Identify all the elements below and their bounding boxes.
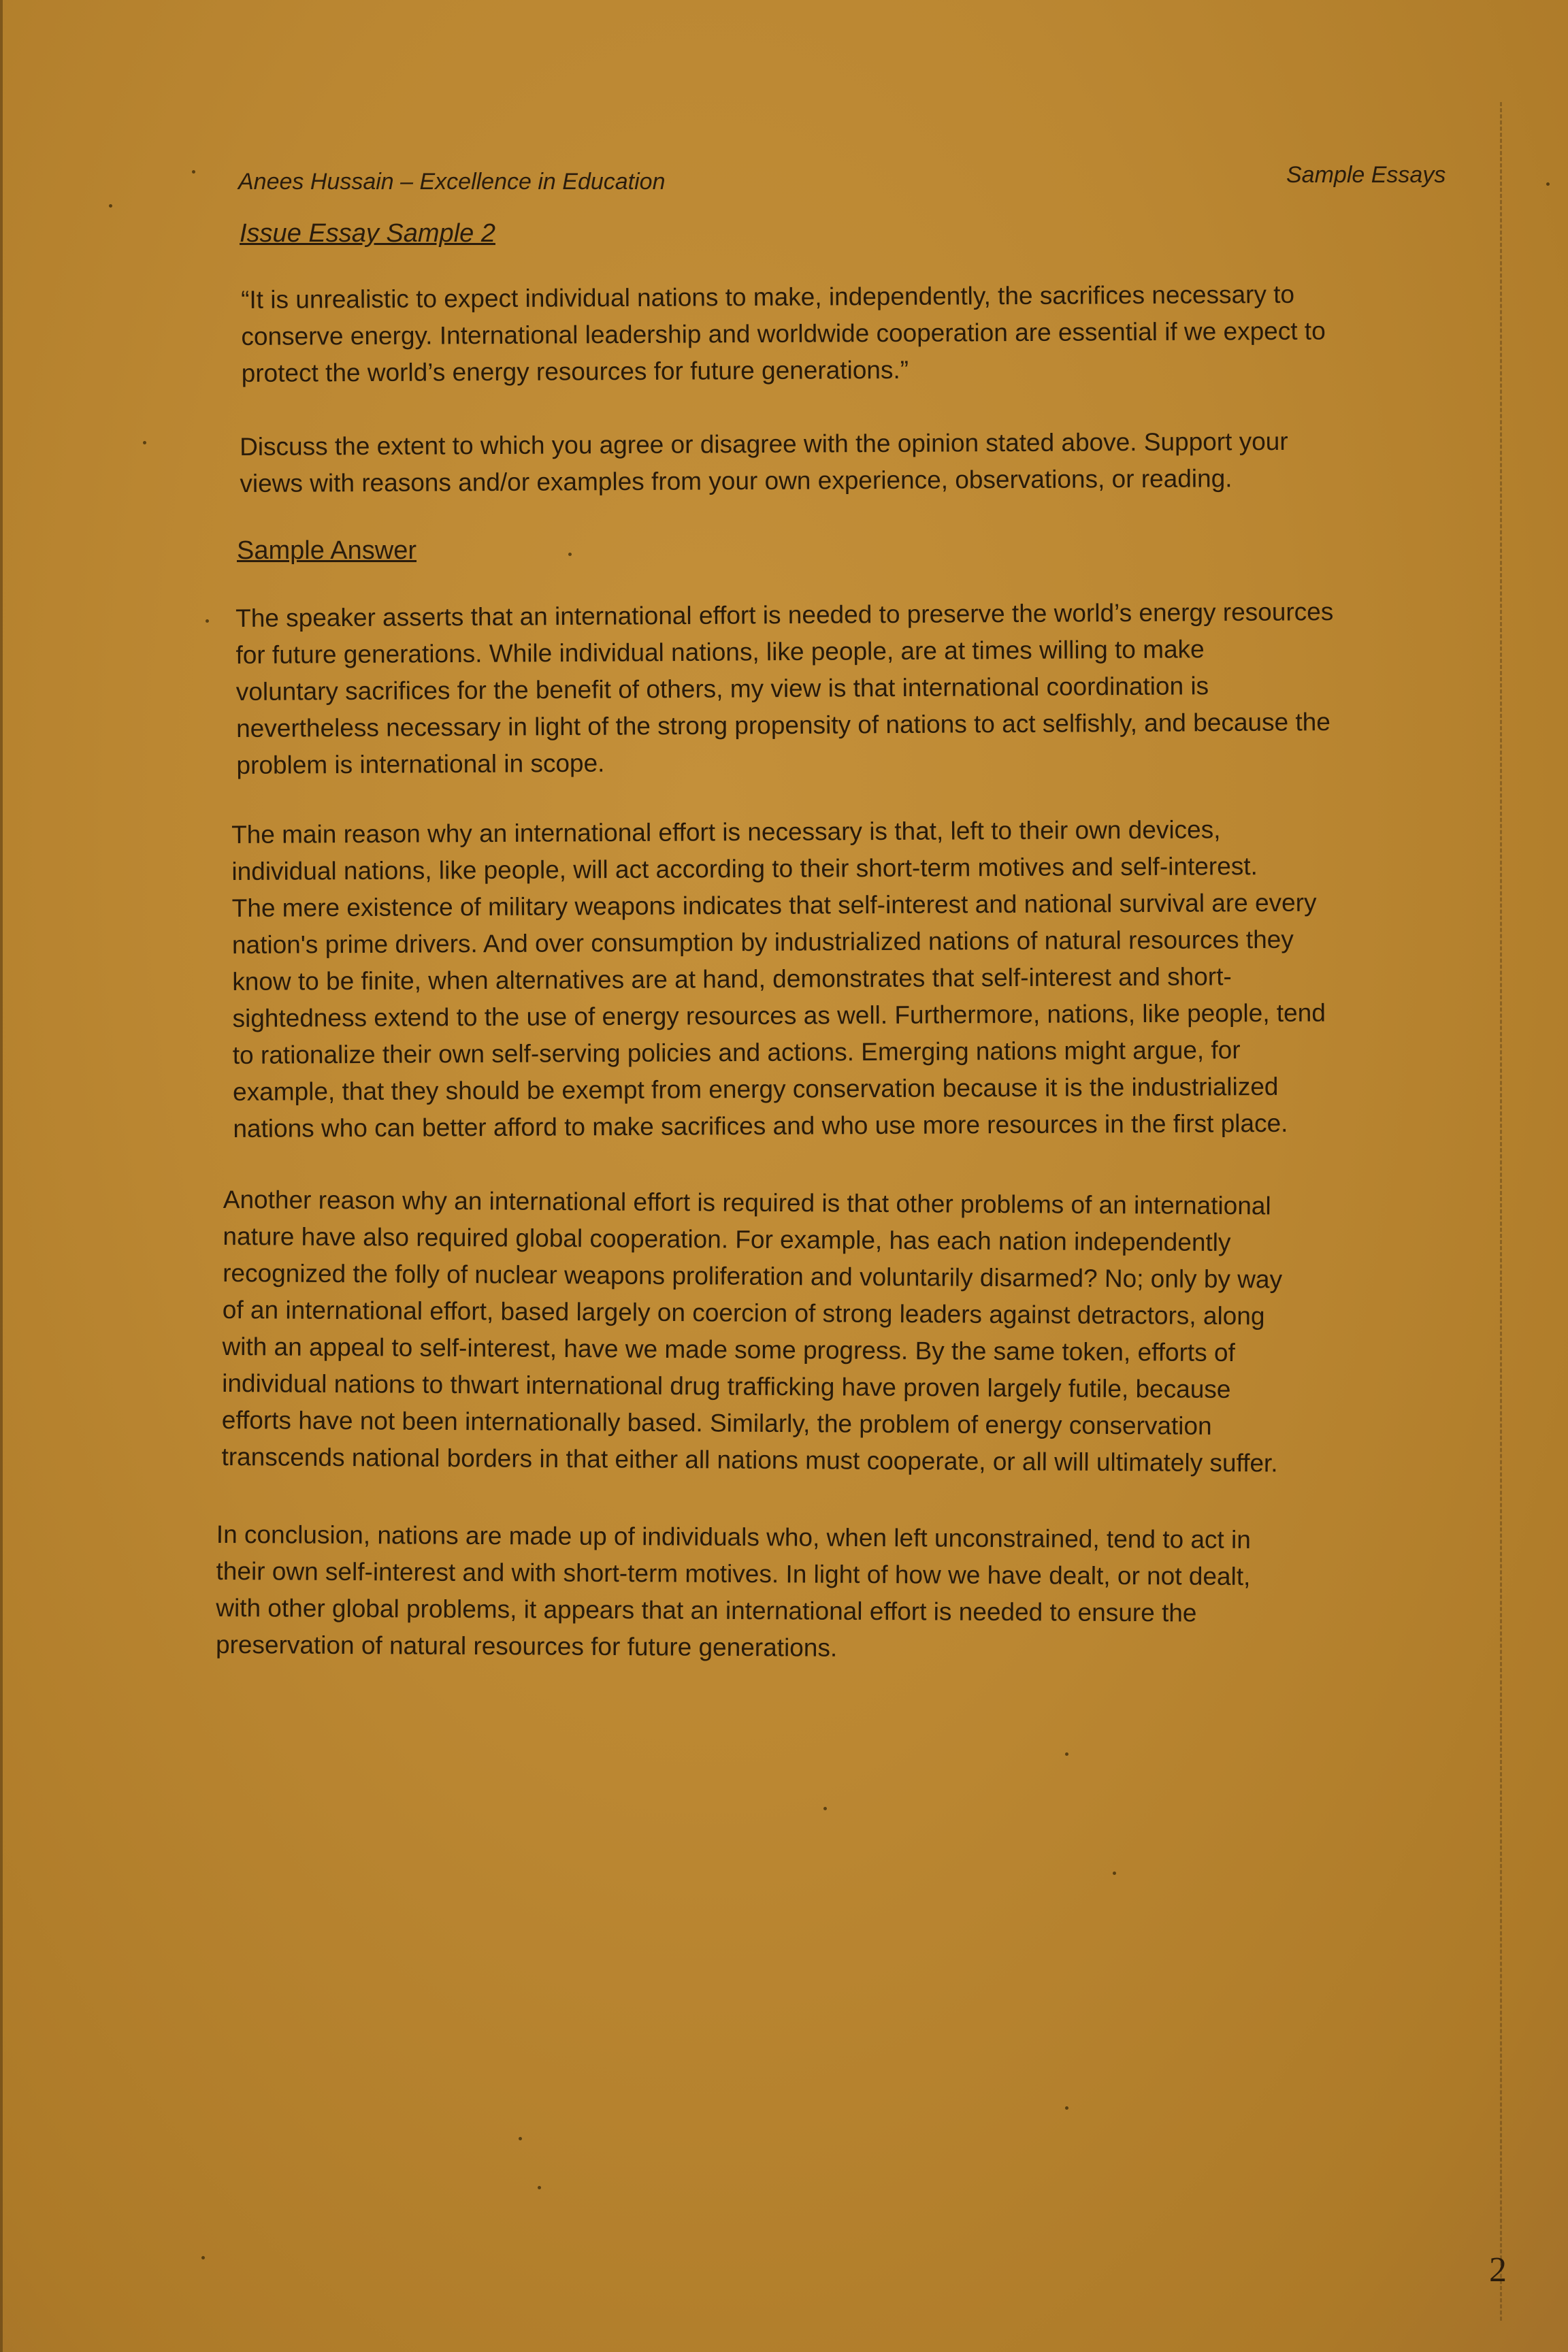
text-line: individual nations to thwart international drug trafficking have proven largely futile, because (222, 1369, 1231, 1404)
answer-paragraph-2 (231, 811, 1326, 1147)
paper-speck (538, 2186, 541, 2189)
text-line: conserve energy. International leadership and worldwide cooperation are essential if we expect to (241, 316, 1326, 350)
text-line: protect the world’s energy resources for future generations.” (241, 355, 909, 387)
page-number: 2 (1489, 2251, 1507, 2289)
prompt-instruction (240, 423, 1288, 502)
paper-speck (201, 2256, 205, 2259)
text-line: The mere existence of military weapons indicates that self-interest and national survival are every (231, 888, 1317, 922)
text-line: nevertheless necessary in light of the strong propensity of nations to act selfishly, and because the (236, 708, 1330, 742)
text-line: voluntary sacrifices for the benefit of others, my view is that international coordination is (235, 672, 1209, 706)
paper-speck (1065, 1752, 1068, 1756)
text-line: nature have also required global cooperation. For example, has each nation independently (223, 1222, 1231, 1257)
text-line: of an international effort, based largely on coercion of strong leaders against detractors, along (222, 1295, 1265, 1330)
paper-speck (1113, 1872, 1116, 1875)
paper-speck (192, 170, 195, 174)
paper-speck (519, 2137, 522, 2140)
page-left-edge (0, 0, 3, 2352)
essay-title: Issue Essay Sample 2 (240, 219, 495, 248)
text-line: “It is unrealistic to expect individual nations to make, independently, the sacrifices necessary to (241, 280, 1295, 314)
text-line: their own self-interest and with short-term motives. In light of how we have dealt, or not dealt, (216, 1556, 1251, 1590)
text-line: with other global problems, it appears that an international effort is needed to ensure the (216, 1593, 1197, 1627)
text-line: The main reason why an international effort is necessary is that, left to their own devices, (231, 815, 1221, 849)
paper-speck (1065, 2106, 1068, 2110)
header-section: Sample Essays (1286, 162, 1446, 188)
text-line: Discuss the extent to which you agree or disagree with the opinion stated above. Support your (240, 427, 1288, 461)
prompt-quote (241, 276, 1326, 392)
paper-speck (206, 619, 209, 623)
text-line: preservation of natural resources for future generations. (215, 1630, 838, 1662)
page-fold-line (1500, 102, 1502, 2321)
text-line: nations who can better afford to make sacrifices and who use more resources in the first place. (233, 1109, 1288, 1143)
text-line: for future generations. While individual nations, like people, are at times willing to make (235, 635, 1205, 669)
answer-paragraph-1 (235, 593, 1335, 784)
text-line: efforts have not been internationally based. Similarly, the problem of energy conservation (221, 1405, 1212, 1440)
text-line: nation's prime drivers. And over consumption by industrialized nations of natural resources they (231, 925, 1294, 959)
paper-speck (1546, 182, 1550, 186)
answer-paragraph-3 (221, 1181, 1283, 1482)
text-line: to rationalize their own self-serving policies and actions. Emerging nations might argue, for (232, 1036, 1241, 1069)
text-line: Another reason why an international effort is required is that other problems of an international (223, 1185, 1271, 1220)
text-line: with an appeal to self-interest, have we made some progress. By the same token, efforts of (222, 1332, 1235, 1367)
answer-paragraph-4 (216, 1516, 1251, 1669)
paper-speck (568, 553, 572, 556)
text-line: transcends national borders in that either all nations must cooperate, or all will ultimately suffer. (221, 1442, 1278, 1477)
text-line: The speaker asserts that an international effort is needed to preserve the world’s energy resources (235, 598, 1334, 632)
paper-speck (823, 1807, 827, 1810)
text-line: recognized the folly of nuclear weapons proliferation and voluntarily disarmed? No; only by way (223, 1258, 1283, 1294)
text-line: problem is international in scope. (236, 749, 605, 779)
text-line: views with reasons and/or examples from your own experience, observations, or reading. (240, 464, 1232, 497)
text-line: sightedness extend to the use of energy resources as well. Furthermore, nations, like people, tend (232, 998, 1326, 1032)
sample-answer-heading: Sample Answer (237, 536, 417, 565)
text-line: individual nations, like people, will act according to their short-term motives and self-interest. (231, 852, 1258, 885)
paper-speck (109, 204, 112, 208)
text-line: In conclusion, nations are made up of individuals who, when left unconstrained, tend to act in (216, 1520, 1251, 1554)
paper-speck (143, 441, 146, 444)
header-author: Anees Hussain – Excellence in Education (238, 169, 666, 195)
text-line: example, that they should be exempt from energy conservation because it is the industrialized (233, 1072, 1279, 1106)
text-line: know to be finite, when alternatives are at hand, demonstrates that self-interest and short- (232, 962, 1232, 996)
